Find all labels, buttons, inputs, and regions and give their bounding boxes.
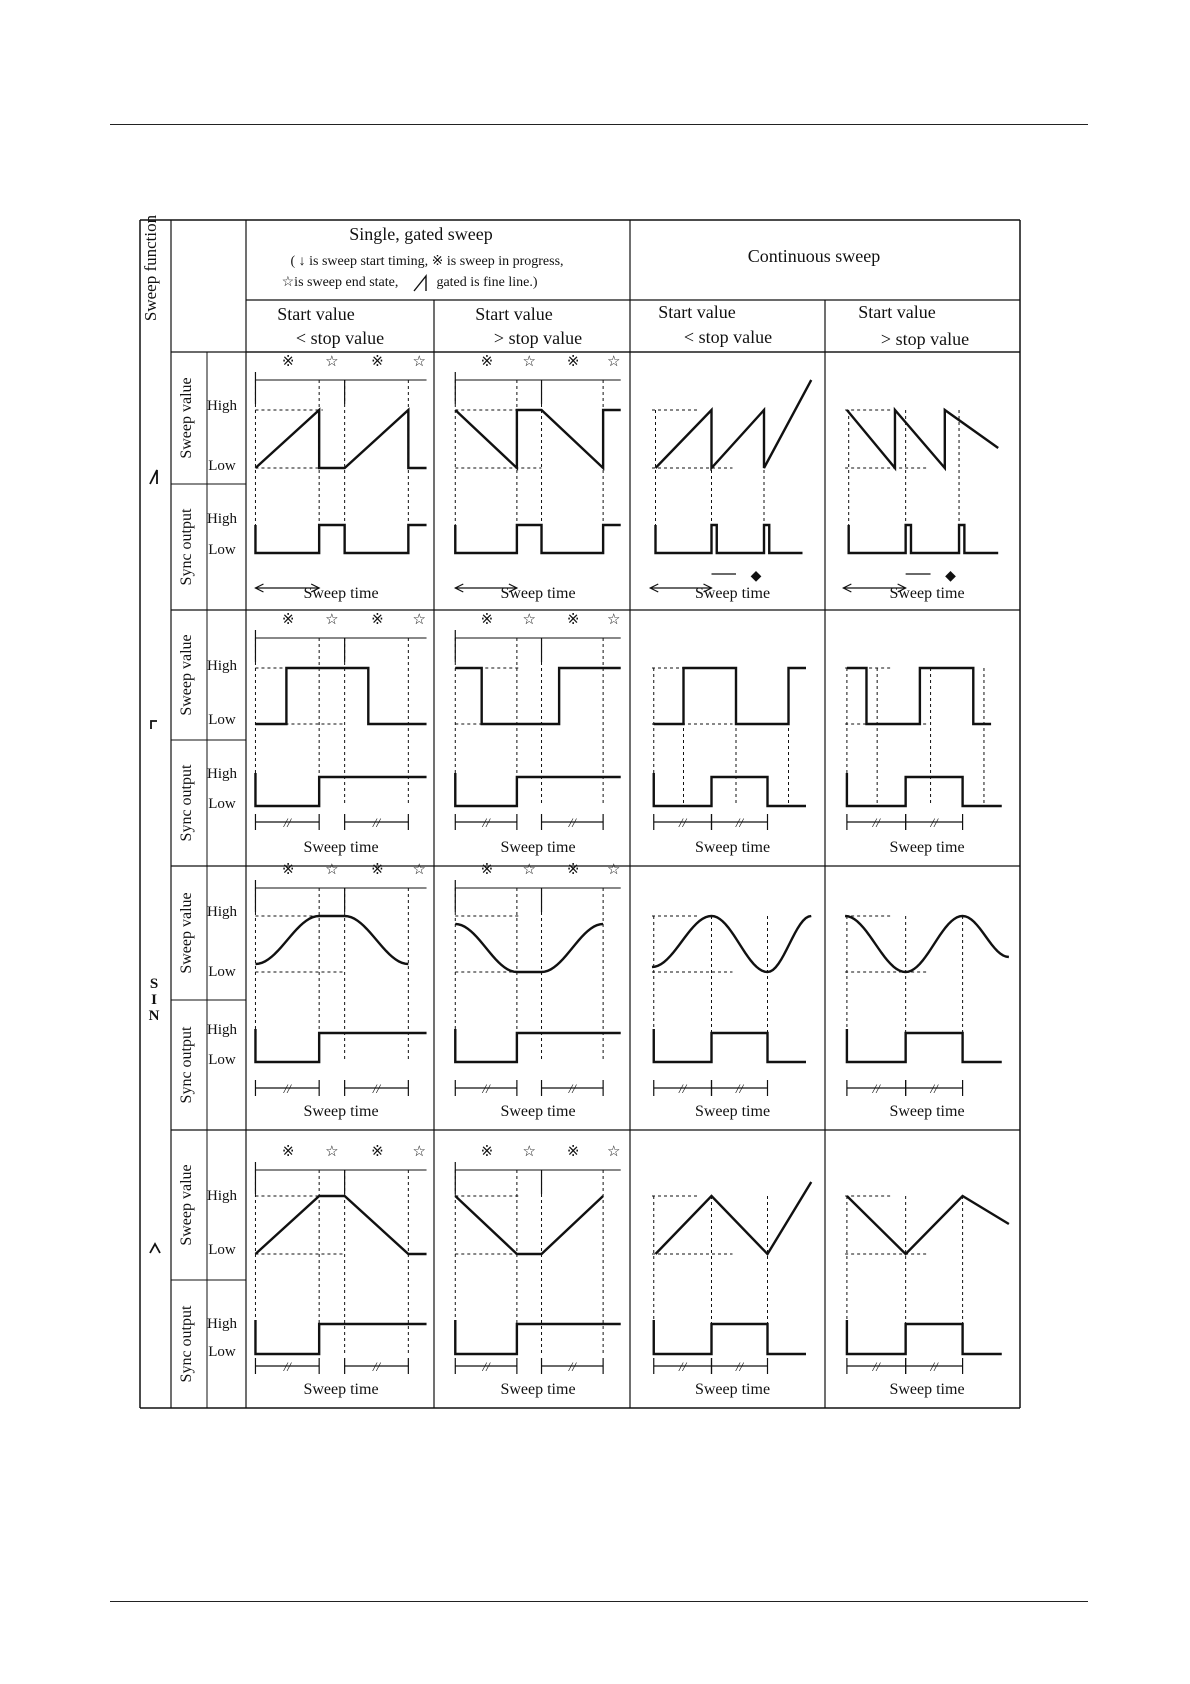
cell-r1-c2: [455, 352, 620, 602]
sweep-time-label: Sweep time: [889, 585, 965, 602]
gap-mark: //: [568, 1359, 576, 1374]
cell-r3-c2: [455, 860, 620, 1120]
gap-mark: //: [679, 1081, 687, 1096]
sync-output-waveform: [255, 773, 426, 806]
sweep-time-label: Sweep time: [303, 1103, 379, 1120]
cell-r4-c3: [652, 1182, 811, 1398]
end-state-marker: ☆: [325, 860, 339, 878]
in-progress-marker: ※: [480, 610, 494, 628]
end-state-marker: ☆: [606, 610, 621, 628]
sync-output-waveform: [847, 773, 1002, 806]
sync-output-waveform: [849, 525, 999, 553]
sine-function-symbol-n: N: [148, 1008, 160, 1024]
sync-output-label: Sync output: [178, 764, 195, 842]
single-gated-note-2: ☆is sweep end state,: [281, 275, 399, 290]
cell-r3-c4: [845, 916, 1009, 1120]
gap-mark: //: [735, 1081, 744, 1096]
low-label: Low: [208, 1052, 236, 1068]
sine-function-symbol-i: I: [151, 992, 157, 1008]
sync-output-label: Sync output: [178, 1026, 195, 1104]
in-progress-marker: ※: [480, 352, 494, 370]
cell-r4-c2: [455, 1142, 620, 1398]
in-progress-marker: ※: [281, 1142, 295, 1160]
sync-output-waveform: [455, 773, 620, 806]
col3-line1: Start value: [658, 302, 736, 322]
end-state-marker: ☆: [412, 1142, 426, 1160]
single-gated-note-3: gated is fine line.): [436, 275, 538, 290]
cell-r4-c1: [255, 1142, 426, 1398]
gap-mark: //: [482, 1359, 490, 1374]
sweep-time-label: Sweep time: [889, 839, 965, 856]
sweep-value-waveform: [656, 380, 812, 468]
gap-mark: //: [872, 1359, 880, 1374]
gap-mark: //: [372, 1359, 381, 1374]
sweep-value-waveform: [455, 1196, 603, 1254]
gap-mark: //: [679, 815, 687, 830]
col2-line2: > stop value: [493, 328, 583, 348]
ramp-function-symbol: [150, 470, 157, 484]
col4-line2: > stop value: [880, 329, 970, 349]
cell-r2-c1: [255, 610, 426, 856]
sine-function-symbol-s: S: [149, 976, 159, 992]
high-label: High: [207, 766, 237, 782]
in-progress-marker: ※: [480, 1142, 494, 1160]
low-label: Low: [208, 712, 236, 728]
in-progress-marker: ※: [281, 352, 295, 370]
sync-output-waveform: [847, 1029, 1002, 1062]
gap-mark: //: [568, 1081, 576, 1096]
gap-mark: //: [679, 1359, 687, 1374]
in-progress-marker: ※: [281, 860, 295, 878]
cell-r2-c2: [455, 610, 620, 856]
sweep-time-label: Sweep time: [694, 585, 771, 602]
gap-mark: //: [482, 815, 490, 830]
sweep-value-waveform: [255, 410, 426, 468]
cell-r1-c4: [843, 410, 998, 602]
gap-mark: //: [283, 815, 291, 830]
high-label: High: [207, 1188, 237, 1204]
cell-r3-c1: [255, 860, 426, 1120]
cell-r2-c3: [652, 668, 806, 856]
gap-mark: //: [930, 815, 938, 830]
high-label: High: [207, 511, 237, 527]
cell-r4-c4: [845, 1196, 1009, 1398]
cell-r1-c1: [255, 352, 426, 602]
sweep-time-label: Sweep time: [500, 585, 576, 602]
gap-mark: //: [482, 1081, 490, 1096]
sweep-value-waveform: [455, 668, 620, 724]
square-function-symbol: [151, 721, 157, 729]
low-label: Low: [208, 458, 236, 474]
in-progress-marker: ※: [371, 860, 384, 878]
sync-output-waveform: [847, 1320, 1002, 1354]
sweep-value-waveform: [656, 1182, 812, 1254]
in-progress-marker: ※: [371, 352, 384, 370]
sweep-time-label: Sweep time: [694, 1381, 771, 1398]
sync-output-waveform: [255, 525, 426, 553]
in-progress-marker: ※: [281, 610, 295, 628]
triangle-function-symbol: [150, 1244, 160, 1253]
end-state-marker: ☆: [412, 610, 426, 628]
gap-mark: //: [735, 1359, 744, 1374]
end-state-marker: ☆: [325, 610, 339, 628]
in-progress-marker: ※: [566, 1142, 580, 1160]
sweep-time-label: Sweep time: [500, 1103, 576, 1120]
sweep-value-waveform: [652, 916, 811, 972]
col2-line1: Start value: [475, 304, 553, 324]
high-label: High: [207, 658, 237, 674]
end-state-marker: ☆: [325, 352, 339, 370]
end-state-marker: ☆: [412, 860, 426, 878]
gap-mark: //: [283, 1081, 291, 1096]
sync-output-waveform: [654, 1320, 806, 1354]
high-label: High: [207, 1316, 237, 1332]
table-grid: [140, 220, 1020, 1408]
continuous-sweep-title: Continuous sweep: [747, 246, 881, 266]
high-label: High: [207, 904, 237, 920]
sync-output-waveform: [455, 1320, 620, 1354]
low-label: Low: [208, 964, 236, 980]
marker-diamond: ◆: [945, 568, 956, 584]
low-label: Low: [208, 542, 236, 558]
sweep-time-label: Sweep time: [500, 839, 576, 856]
gap-mark: //: [372, 815, 381, 830]
end-state-marker: ☆: [522, 352, 536, 370]
in-progress-marker: ※: [371, 1142, 384, 1160]
sync-output-waveform: [654, 1029, 806, 1062]
sweep-value-waveform: [847, 668, 991, 724]
gap-mark: //: [872, 1081, 880, 1096]
sweep-value-label: Sweep value: [178, 1164, 195, 1246]
low-label: Low: [208, 796, 236, 812]
end-state-marker: ☆: [522, 1142, 536, 1160]
sweep-value-waveform: [455, 924, 603, 972]
end-state-marker: ☆: [325, 1142, 339, 1160]
sync-output-waveform: [255, 1029, 426, 1062]
end-state-marker: ☆: [606, 352, 621, 370]
gap-mark: //: [372, 1081, 381, 1096]
high-label: High: [207, 1022, 237, 1038]
col3-line2: < stop value: [683, 327, 773, 347]
in-progress-marker: ※: [480, 860, 494, 878]
sweep-function-header: Sweep function: [141, 214, 160, 322]
single-gated-title: Single, gated sweep: [349, 224, 493, 244]
sweep-value-waveform: [847, 1196, 1009, 1254]
col4-line1: Start value: [858, 302, 936, 322]
sync-output-label: Sync output: [178, 1305, 195, 1383]
end-state-marker: ☆: [522, 860, 536, 878]
gap-mark: //: [283, 1359, 291, 1374]
sync-output-waveform: [656, 525, 803, 553]
sweep-time-label: Sweep time: [303, 585, 379, 602]
high-label: High: [207, 398, 237, 414]
sweep-value-label: Sweep value: [178, 377, 195, 459]
sync-output-waveform: [455, 1029, 620, 1062]
sweep-value-label: Sweep value: [178, 634, 195, 716]
low-label: Low: [208, 1242, 236, 1258]
sweep-value-label: Sweep value: [178, 892, 195, 974]
cell-r1-c3: [650, 380, 811, 602]
end-state-marker: ☆: [606, 1142, 621, 1160]
single-gated-note-1: ( ↓ is sweep start timing, ※ is sweep in progress,: [290, 254, 564, 269]
col1-line1: Start value: [277, 304, 355, 324]
sweep-value-waveform: [255, 1196, 426, 1254]
cell-r2-c4: [845, 668, 1002, 856]
gated-ramp-icon: [414, 276, 426, 291]
sweep-time-label: Sweep time: [303, 839, 379, 856]
sync-output-waveform: [455, 525, 620, 553]
end-state-marker: ☆: [412, 352, 426, 370]
waveforms: [255, 352, 1008, 1398]
sweep-value-waveform: [455, 410, 620, 468]
sweep-time-label: Sweep time: [889, 1381, 965, 1398]
sync-output-waveform: [654, 773, 806, 806]
sweep-value-waveform: [255, 916, 408, 964]
sweep-time-label: Sweep time: [303, 1381, 379, 1398]
sweep-time-label: Sweep time: [500, 1381, 576, 1398]
cell-r3-c3: [652, 916, 811, 1120]
gap-mark: //: [568, 815, 576, 830]
end-state-marker: ☆: [606, 860, 621, 878]
sweep-value-waveform: [654, 668, 806, 724]
sweep-value-waveform: [255, 668, 426, 724]
sweep-time-label: Sweep time: [694, 839, 771, 856]
gap-mark: //: [930, 1081, 938, 1096]
sweep-value-waveform: [847, 410, 998, 468]
in-progress-marker: ※: [371, 610, 384, 628]
gap-mark: //: [930, 1359, 938, 1374]
sweep-time-label: Sweep time: [889, 1103, 965, 1120]
marker-diamond: ◆: [750, 568, 762, 584]
sync-output-waveform: [255, 1320, 426, 1354]
end-state-marker: ☆: [522, 610, 536, 628]
gap-mark: //: [872, 815, 880, 830]
sync-output-label: Sync output: [178, 508, 195, 586]
col1-line2: < stop value: [295, 328, 385, 348]
gap-mark: //: [735, 815, 744, 830]
sweep-time-label: Sweep time: [694, 1103, 771, 1120]
low-label: Low: [208, 1344, 236, 1360]
in-progress-marker: ※: [566, 860, 580, 878]
sweep-value-waveform: [845, 916, 1009, 972]
in-progress-marker: ※: [566, 352, 580, 370]
in-progress-marker: ※: [566, 610, 580, 628]
